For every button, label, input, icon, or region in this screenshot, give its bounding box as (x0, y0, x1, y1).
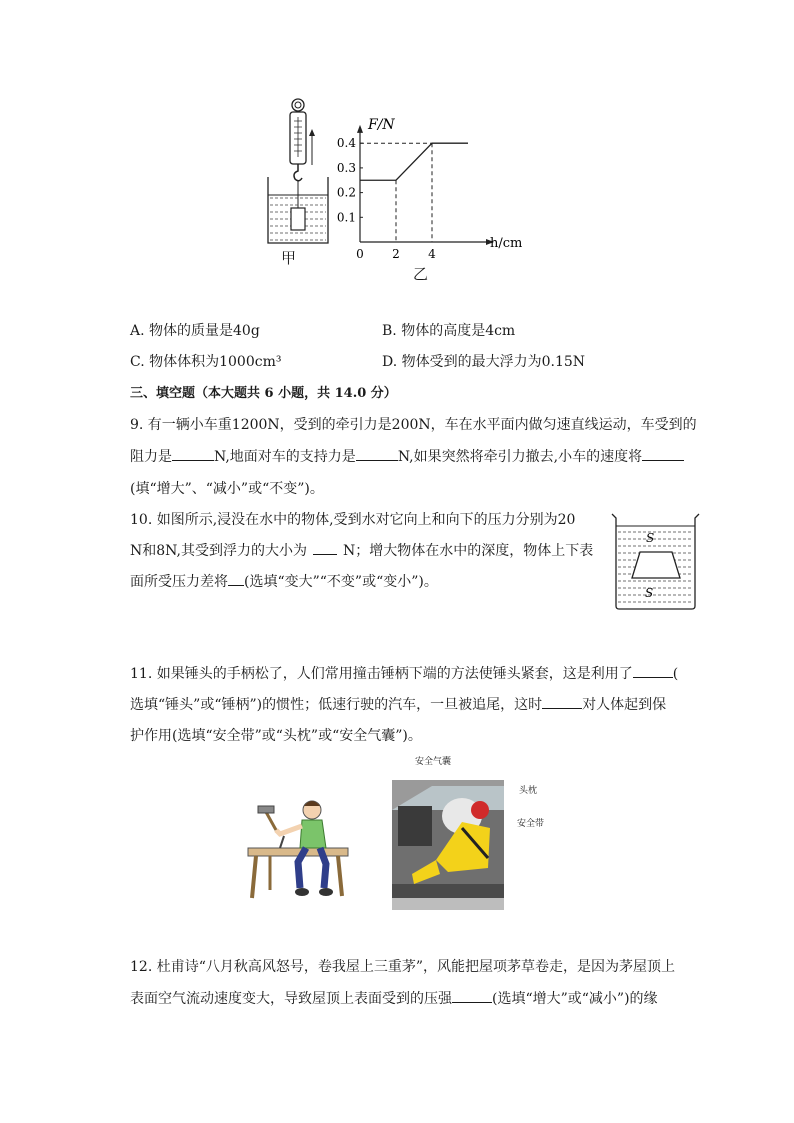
label-s-bottom: S (645, 586, 654, 600)
figure-label-yi: 乙 (413, 265, 429, 283)
question-12-line-1: 12. 杜甫诗“八月秋高风怒号，卷我屋上三重茅”，风能把屋项茅草卷走，是因为茅屋顶上 (130, 959, 676, 975)
x-axis-label: h/cm (490, 236, 523, 251)
hammer-man-illustration (240, 790, 352, 910)
answer-blank-9a[interactable] (172, 446, 214, 461)
q10-text-a: N和8N,其受到浮力的大小为 (130, 543, 307, 559)
answer-blank-10a[interactable] (313, 540, 337, 555)
q9-text-c: N,如果突然将牵引力撤去,小车的速度将 (397, 449, 643, 465)
question-10-line-2 (130, 540, 593, 560)
q9-text-b: N,地面对车的支持力是 (214, 449, 356, 465)
q9-text-a: 阻力是 (130, 449, 172, 465)
answer-blank-11b[interactable] (542, 694, 582, 709)
answer-blank-11a[interactable] (633, 663, 673, 678)
series-line (360, 143, 468, 180)
question-10-line-1: 10. 如图所示,浸没在水中的物体,受到水对它向上和向下的压力分别为20 (130, 512, 576, 528)
spring-scale-beaker-diagram (265, 95, 335, 255)
question-9-line-2 (130, 446, 684, 466)
question-9-line-3: (填“增大”、“减小”或“不变”)。 (130, 481, 324, 497)
section-heading: 三、填空题（本大题共 6 小题，共 14.0 分） (130, 386, 397, 401)
force-depth-chart (336, 95, 540, 275)
q11-text-a: 11. 如果锤头的手柄松了，人们常用撞击锤柄下端的方法使锤头紧套，这是利用了 (130, 666, 633, 682)
y-tick-label: 0.3 (336, 160, 356, 175)
question-11-line-2 (130, 694, 666, 714)
question-9-line-1: 9. 有一辆小车重1200N，受到的牵引力是200N，车在水平面内做匀速直线运动，车受到的 (130, 417, 697, 433)
y-tick-label: 0.2 (336, 185, 356, 200)
question-10-line-3 (130, 571, 438, 591)
option-b: B. 物体的高度是4cm (382, 323, 516, 339)
q12-text-a: 表面空气流动速度变大，导致屋顶上表面受到的压强 (130, 991, 452, 1007)
y-axis-arrow (357, 125, 363, 133)
figure-8 (260, 95, 540, 285)
x-tick-label: 4 (428, 247, 436, 261)
answer-blank-9c[interactable] (642, 446, 684, 461)
q11-text-c: 选填“锤头”或“锤柄”)的惯性；低速行驶的汽车，一旦被追尾，这时 (130, 697, 543, 713)
car-safety-photo (392, 780, 504, 910)
question-12-line-2 (130, 988, 658, 1008)
label-s-top: S (646, 531, 655, 545)
caption-headrest: 头枕 (519, 786, 538, 796)
q12-text-b: (选填“增大”或“减小”)的缘 (492, 991, 658, 1007)
q10-text-d: (选填“变大”“不变”或“变小”)。 (244, 574, 438, 590)
q11-text-d: 对人体起到保 (582, 697, 667, 713)
answer-blank-10b[interactable] (228, 571, 244, 586)
option-c: C. 物体体积为1000cm³ (130, 354, 282, 370)
answer-blank-12a[interactable] (452, 988, 492, 1003)
q11-text-b: ( (672, 666, 679, 682)
q10-text-b: N；增大物体在水中的深度，物体上下表 (342, 543, 594, 559)
y-tick-label: 0.1 (336, 210, 356, 225)
option-a: A. 物体的质量是40g (130, 323, 260, 339)
caption-seatbelt: 安全带 (517, 819, 545, 829)
y-axis-label: F/N (368, 116, 395, 133)
figure-label-jia: 甲 (281, 249, 297, 267)
option-d: D. 物体受到的最大浮力为0.15N (382, 354, 586, 370)
answer-blank-9b[interactable] (356, 446, 398, 461)
submerged-block-diagram (608, 508, 703, 613)
x-tick-label: 0 (356, 247, 364, 261)
caption-airbag: 安全气囊 (415, 757, 452, 767)
x-tick-label: 2 (392, 247, 400, 261)
y-tick-label: 0.4 (336, 136, 356, 151)
q10-text-c: 面所受压力差将 (130, 574, 228, 590)
question-11-line-1 (130, 663, 678, 683)
question-11-line-3: 护作用(选填“安全带”或“头枕”或“安全气囊”)。 (130, 728, 422, 744)
